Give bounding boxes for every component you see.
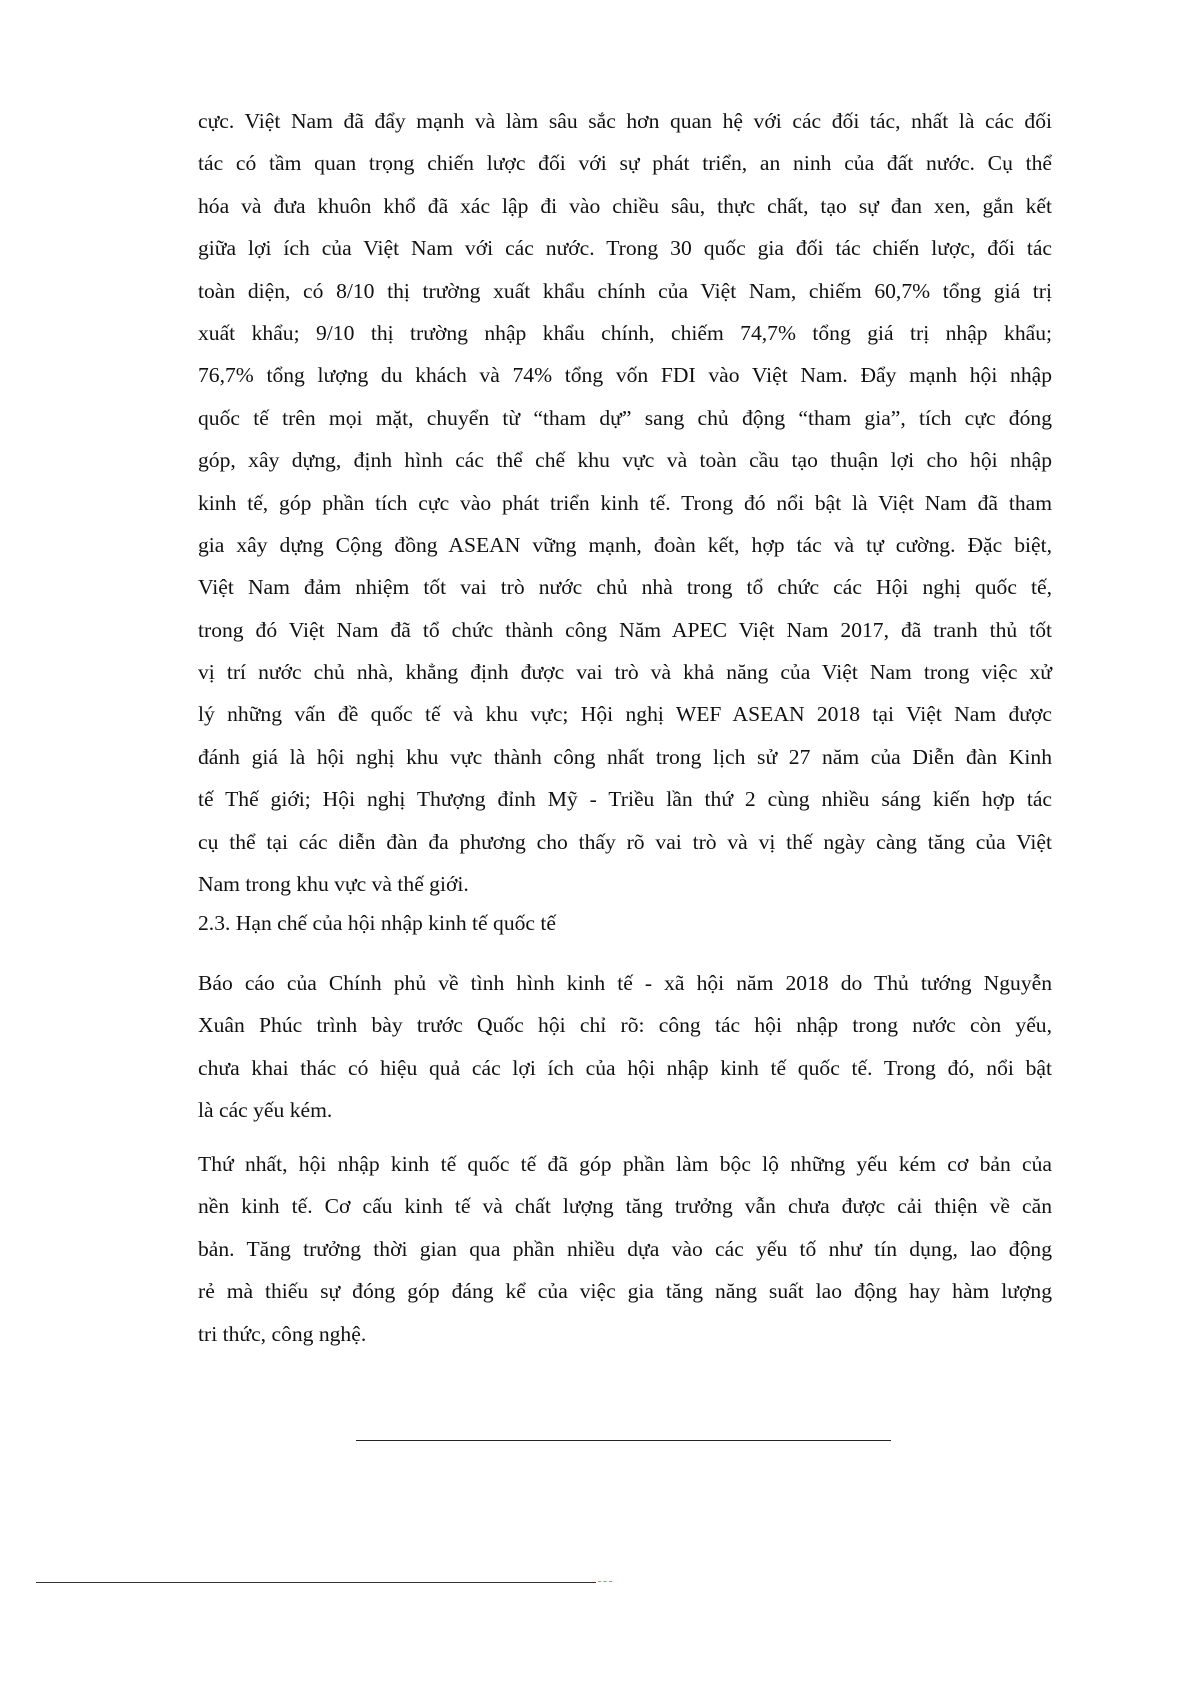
text-line: Xuân Phúc trình bày trước Quốc hội chỉ rõ: công tác hội nhập trong nước còn yếu, — [198, 1013, 1052, 1038]
text-line: tác có tầm quan trọng chiến lược đối với sự phát triển, an ninh của đất nước. Cụ thể — [198, 151, 1052, 176]
text-line: cực. Việt Nam đã đẩy mạnh và làm sâu sắc hơn quan hệ với các đối tác, nhất là các đối — [198, 109, 1052, 133]
text-line: tri thức, công nghệ. — [198, 1321, 367, 1346]
text-line: chưa khai thác có hiệu quả các lợi ích của hội nhập kinh tế quốc tế. Trong đó, nổi bật — [198, 1055, 1052, 1080]
text-line: Nam trong khu vực và thế giới. — [198, 872, 469, 897]
text-line: hóa và đưa khuôn khổ đã xác lập đi vào chiều sâu, thực chất, tạo sự đan xen, gắn kết — [198, 193, 1052, 218]
text-line: cụ thể tại các diễn đàn đa phương cho thấy rõ vai trò và vị thế ngày càng tăng của Việt — [198, 829, 1052, 854]
text-line: giữa lợi ích của Việt Nam với các nước. Trong 30 quốc gia đối tác chiến lược, đối tác — [198, 236, 1052, 261]
text-line: đánh giá là hội nghị khu vực thành công nhất trong lịch sử 27 năm của Diễn đàn Kinh — [198, 744, 1052, 769]
section-separator-line — [356, 1440, 891, 1441]
text-line: là các yếu kém. — [198, 1098, 333, 1123]
footnote-rule-marker — [598, 1581, 612, 1582]
text-line: Việt Nam đảm nhiệm tốt vai trò nước chủ nhà trong tổ chức các Hội nghị quốc tế, — [198, 575, 1052, 600]
text-line: góp, xây dựng, định hình các thể chế khu vực và toàn cầu tạo thuận lợi cho hội nhập — [198, 448, 1052, 473]
text-line: rẻ mà thiếu sự đóng góp đáng kể của việc gia tăng năng suất lao động hay hàm lượng — [198, 1279, 1052, 1304]
text-line: tế Thế giới; Hội nghị Thượng đỉnh Mỹ - Triều lần thứ 2 cùng nhiều sáng kiến hợp tác — [198, 787, 1052, 812]
paragraph-government-report — [198, 962, 1052, 1132]
text-line: lý những vấn đề quốc tế và khu vực; Hội nghị WEF ASEAN 2018 tại Việt Nam được — [198, 702, 1052, 727]
paragraph-international-integration-achievements — [198, 100, 1052, 905]
text-line: xuất khẩu; 9/10 thị trường nhập khẩu chính, chiếm 74,7% tổng giá trị nhập khẩu; — [198, 320, 1052, 345]
text-line: gia xây dựng Cộng đồng ASEAN vững mạnh, đoàn kết, hợp tác và tự cường. Đặc biệt, — [198, 532, 1052, 557]
paragraph-first-weakness — [198, 1143, 1052, 1355]
text-line: Thứ nhất, hội nhập kinh tế quốc tế đã góp phần làm bộc lộ những yếu kém cơ bản của — [198, 1152, 1052, 1176]
text-line: Báo cáo của Chính phủ về tình hình kinh tế - xã hội năm 2018 do Thủ tướng Nguyễn — [198, 971, 1052, 995]
text-line: bản. Tăng trưởng thời gian qua phần nhiều dựa vào các yếu tố như tín dụng, lao động — [198, 1236, 1052, 1261]
footnote-rule — [36, 1582, 596, 1583]
text-line: quốc tế trên mọi mặt, chuyển từ “tham dự” sang chủ động “tham gia”, tích cực đóng — [198, 405, 1052, 430]
text-line: nền kinh tế. Cơ cấu kinh tế và chất lượng tăng trưởng vẫn chưa được cải thiện về căn — [198, 1194, 1052, 1219]
section-heading-2-3: 2.3. Hạn chế của hội nhập kinh tế quốc tế — [198, 911, 556, 935]
text-line: kinh tế, góp phần tích cực vào phát triển kinh tế. Trong đó nổi bật là Việt Nam đã tham — [198, 490, 1052, 515]
text-line: 76,7% tổng lượng du khách và 74% tổng vốn FDI vào Việt Nam. Đẩy mạnh hội nhập — [198, 363, 1052, 388]
text-line: toàn diện, có 8/10 thị trường xuất khẩu chính của Việt Nam, chiếm 60,7% tổng giá trị — [198, 278, 1052, 303]
text-line: trong đó Việt Nam đã tổ chức thành công Năm APEC Việt Nam 2017, đã tranh thủ tốt — [198, 617, 1052, 642]
text-line: vị trí nước chủ nhà, khẳng định được vai trò và khả năng của Việt Nam trong việc xử — [198, 660, 1052, 685]
